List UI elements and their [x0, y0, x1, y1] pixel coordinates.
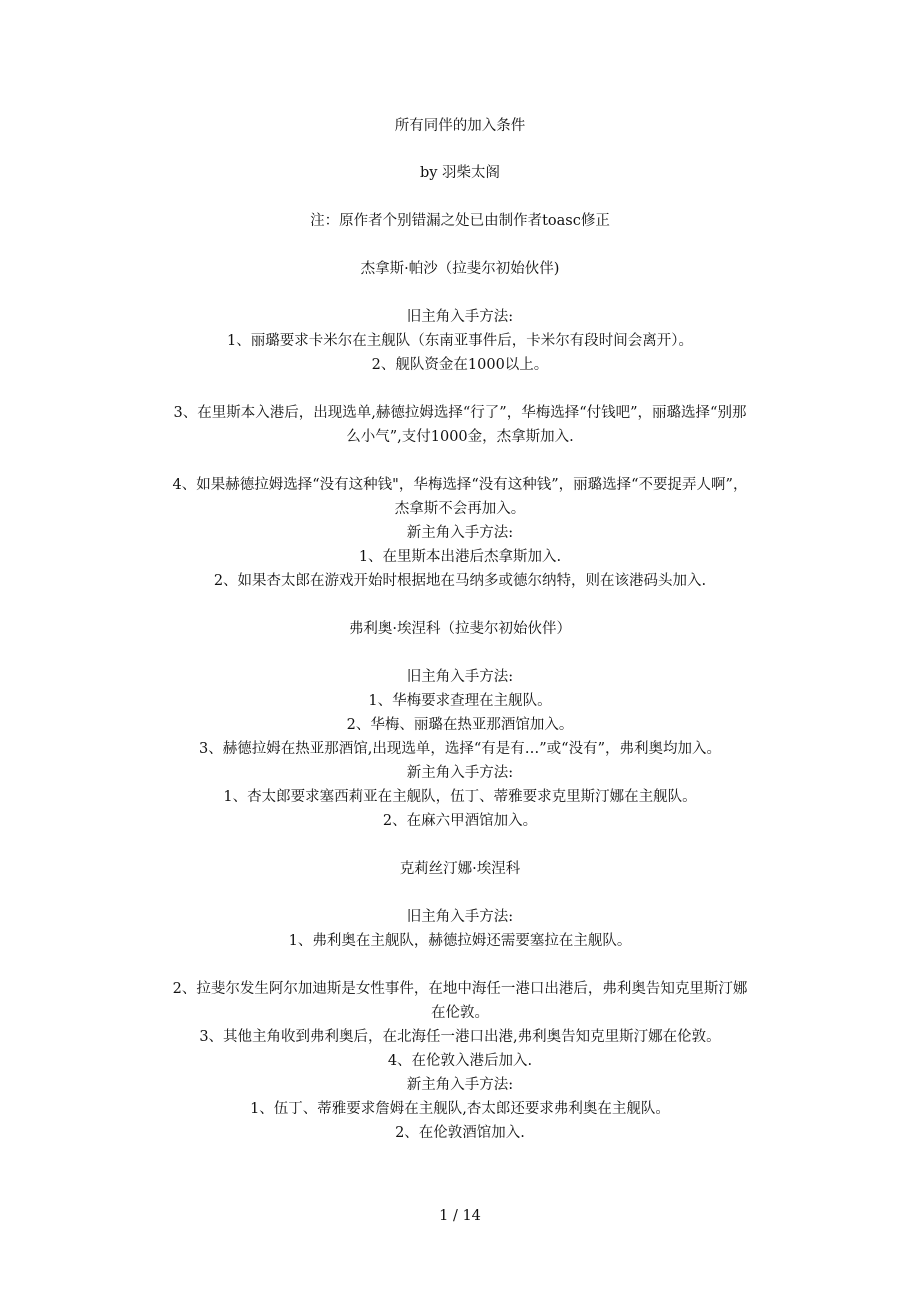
method-line: 2、拉斐尔发生阿尔加迪斯是女性事件，在地中海任一港口出港后，弗利奥告知克里斯汀娜 [172, 981, 748, 997]
method-line: 1、丽璐要求卡米尔在主舰队（东南亚事件后，卡米尔有段时间会离开）。 [227, 333, 693, 349]
document-title: 所有同伴的加入条件 [394, 118, 526, 134]
method-line: 4、在伦敦入港后加入. [387, 1053, 533, 1069]
new-method-label: 新主角入手方法: [406, 765, 514, 781]
old-method-label: 旧主角入手方法: [406, 309, 514, 325]
method-line: 2、如果杏太郎在游戏开始时根据地在马纳多或德尔纳特，则在该港码头加入. [213, 573, 707, 589]
old-method-label: 旧主角入手方法: [406, 909, 514, 925]
method-line: 2、在麻六甲酒馆加入。 [382, 813, 538, 829]
method-line: 1、在里斯本出港后杰拿斯加入. [358, 549, 562, 565]
section-heading: 克莉丝汀娜·埃涅科 [399, 861, 521, 877]
note-line: 注：原作者个别错漏之处已由制作者toasc修正 [310, 213, 610, 229]
method-line: 在伦敦。 [431, 1005, 489, 1021]
method-line: 1、杏太郎要求塞西莉亚在主舰队，伍丁、蒂雅要求克里斯汀娜在主舰队。 [223, 789, 697, 805]
new-method-label: 新主角入手方法: [406, 1077, 514, 1093]
method-line: 1、伍丁、蒂雅要求詹姆在主舰队,杏太郎还要求弗利奥在主舰队。 [250, 1101, 670, 1117]
method-line: 2、在伦敦酒馆加入. [395, 1125, 525, 1141]
method-line: 2、舰队资金在1000以上。 [371, 357, 549, 373]
method-line: 1、华梅要求查理在主舰队。 [368, 693, 552, 709]
method-line: 么小气”,支付1000金，杰拿斯加入. [346, 429, 574, 445]
section-heading: 弗利奥·埃涅科（拉斐尔初始伙伴） [348, 621, 572, 637]
method-line: 4、如果赫德拉姆选择“没有这种钱"，华梅选择“没有这种钱”，丽璐选择“不要捉弄人啊”， [172, 477, 748, 493]
author-line: by 羽柴太阁 [419, 165, 501, 181]
method-line: 3、在里斯本入港后，出现选单,赫德拉姆选择“行了”，华梅选择“付钱吧”，丽璐选择“别那 [173, 405, 747, 421]
method-line: 3、赫德拉姆在热亚那酒馆,出现选单，选择“有是有…”或“没有”，弗利奥均加入。 [199, 741, 721, 757]
old-method-label: 旧主角入手方法: [406, 669, 514, 685]
method-line: 3、其他主角收到弗利奥后，在北海任一港口出港,弗利奥告知克里斯汀娜在伦敦。 [199, 1029, 721, 1045]
method-line: 2、华梅、丽璐在热亚那酒馆加入。 [346, 717, 574, 733]
page-number: 1 / 14 [439, 1208, 481, 1224]
method-line: 1、弗利奥在主舰队，赫德拉姆还需要塞拉在主舰队。 [288, 933, 632, 949]
method-line: 杰拿斯不会再加入。 [394, 501, 526, 517]
section-heading: 杰拿斯·帕沙（拉斐尔初始伙伴) [360, 261, 560, 277]
new-method-label: 新主角入手方法: [406, 525, 514, 541]
